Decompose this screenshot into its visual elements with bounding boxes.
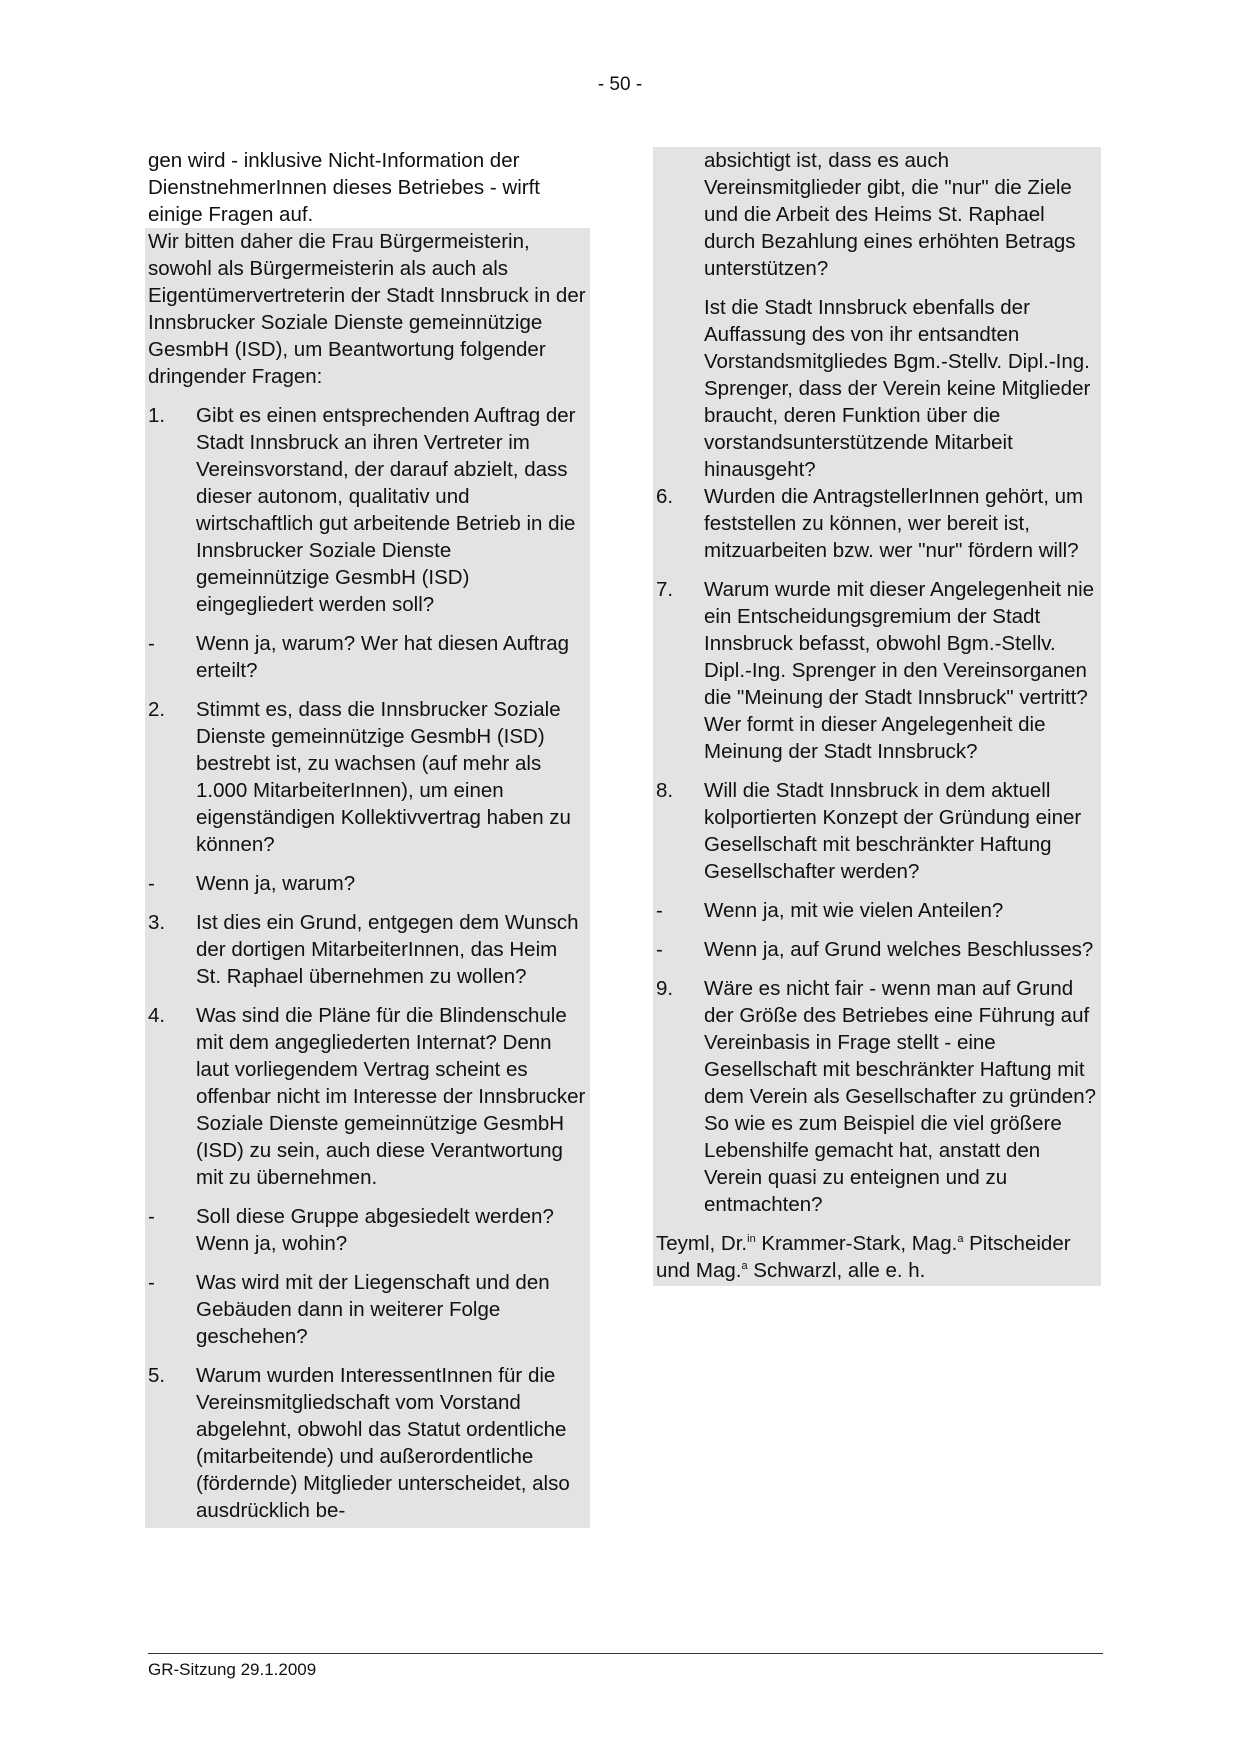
signature-name: Pitscheider und Mag. [656,1232,1071,1282]
request-paragraph: Wir bitten daher die Frau Bürgermeisterin, sowohl als Bürgermeisterin als auch als Eigentümervertreterin der Stadt Innsbruck in der Innsbrucker Soziale Dienste gemeinnützige GesmbH (ISD), um Beantwortung folgender dringender Fragen: [148,230,586,388]
list-item [656,576,1097,765]
list-text: Wenn ja, mit wie vielen Anteilen? [704,899,1004,922]
list-item [656,897,1097,924]
continuation-paragraph: absichtigt ist, dass es auch Vereinsmitglieder gibt, die "nur" die Ziele und die Arbeit des Heims St. Raphael durch Bezahlung eines erhöhten Betrags unterstützen? [704,149,1076,280]
list-marker: - [148,1271,155,1294]
right-column [656,147,1101,1286]
list-text: Soll diese Gruppe abgesiedelt werden? Wenn ja, wohin? [196,1205,554,1255]
list-item [148,1269,586,1350]
list-marker: 9. [656,977,674,1000]
footer-divider [148,1653,1103,1654]
signature-superscript: a [957,1233,964,1245]
left-column [148,147,590,1528]
list-text: Warum wurde mit dieser Angelegenheit nie ein Entscheidungsgremium der Stadt Innsbruck befasst, obwohl Bgm.-Stellv. Dipl.-Ing. Sprenger in den Vereinsorganen die "Meinung der Stadt Innsbruck" vertritt? Wer formt in dieser Angelegenheit die Meinung der Stadt Innsbruck? [704,578,1095,763]
list-marker: - [148,872,155,895]
list-item [148,909,586,990]
list-item [148,696,586,858]
signature-superscript: in [747,1233,756,1245]
list-item [148,402,586,618]
list-text: Ist dies ein Grund, entgegen dem Wunsch der dortigen MitarbeiterInnen, das Heim St. Raphael übernehmen zu wollen? [196,911,579,988]
list-marker: - [656,938,663,961]
signature-name: Krammer-Stark, Mag. [755,1232,958,1255]
list-text: Wäre es nicht fair - wenn man auf Grund der Größe des Betriebes eine Führung auf Vereinbasis in Frage stellt - eine Gesellschaft mit beschränkter Haftung mit dem Verein als Gesellschafter zu gründen? So wie es zum Beispiel die viel größere Lebenshilfe gemacht hat, anstatt den Verein quasi zu enteignen und zu entmachten? [704,977,1097,1216]
intro-paragraph: gen wird - inklusive Nicht-Information der DienstnehmerInnen dieses Betriebes - wirft einige Fragen auf. [148,149,540,226]
list-marker: 1. [148,404,166,427]
list-item [656,975,1097,1218]
list-text: Gibt es einen entsprechenden Auftrag der Stadt Innsbruck an ihren Vertreter im Vereinsvorstand, der darauf abzielt, dass dieser autonom, qualitativ und wirtschaftlich gut arbeitende Betrieb in die Innsbrucker Soziale Dienste gemeinnützige GesmbH (ISD) eingegliedert werden soll? [196,404,576,616]
list-text: Wenn ja, warum? Wer hat diesen Auftrag erteilt? [196,632,569,682]
page-number: - 50 - [597,74,643,95]
list-text: Warum wurden InteressentInnen für die Vereinsmitgliedschaft vom Vorstand abgelehnt, obwohl das Statut ordentliche (mitarbeitende) und außerordentliche (fördernde) Mitglieder unterscheidet, also ausdrücklich be- [196,1364,570,1522]
list-item [148,1203,586,1257]
signature-superscript: a [741,1260,748,1272]
list-marker: - [148,632,155,655]
list-item [656,936,1097,963]
list-marker: 6. [656,485,674,508]
list-item [148,1002,586,1191]
list-text: Wenn ja, auf Grund welches Beschlusses? [704,938,1094,961]
list-marker: 3. [148,911,166,934]
signature-name: Teyml, Dr. [656,1232,748,1255]
continuation-paragraph: Ist die Stadt Innsbruck ebenfalls der Auffassung des von ihr entsandten Vorstandsmitgliedes Bgm.-Stellv. Dipl.-Ing. Sprenger, dass der Verein keine Mitglieder braucht, deren Funktion über die vorstandsunterstützende Mitarbeit hinausgeht? [704,296,1091,481]
signature-name: Schwarzl, alle e. h. [747,1259,926,1282]
list-marker: 2. [148,698,166,721]
list-text: Was sind die Pläne für die Blindenschule mit dem angegliederten Internat? Denn laut vorliegendem Vertrag scheint es offenbar nicht im Interesse der Innsbrucker Soziale Dienste gemeinnützige GesmbH (ISD) zu sein, auch diese Verantwortung mit zu übernehmen. [196,1004,586,1189]
list-text: Was wird mit der Liegenschaft und den Gebäuden dann in weiterer Folge geschehen? [196,1271,550,1348]
left-highlighted-block [145,228,590,1528]
signature-line [656,1230,1097,1284]
list-marker: 7. [656,578,674,601]
list-marker: 5. [148,1364,166,1387]
list-marker: - [656,899,663,922]
footer-text: GR-Sitzung 29.1.2009 [148,1660,317,1679]
list-text: Stimmt es, dass die Innsbrucker Soziale Dienste gemeinnützige GesmbH (ISD) bestrebt ist, zu wachsen (auf mehr als 1.000 MitarbeiterInnen), um einen eigenständigen Kollektivvertrag haben zu können? [196,698,571,856]
list-marker: 8. [656,779,674,802]
list-marker: 4. [148,1004,166,1027]
list-item [656,483,1097,564]
list-item [148,630,586,684]
list-item [148,870,586,897]
list-item [656,777,1097,885]
list-marker: - [148,1205,155,1228]
list-item [148,1362,586,1524]
list-text: Wenn ja, warum? [196,872,356,895]
list-text: Wurden die AntragstellerInnen gehört, um feststellen zu können, wer bereit ist, mitzuarbeiten bzw. wer "nur" fördern will? [704,485,1084,562]
right-highlighted-block [653,147,1101,1286]
list-text: Will die Stadt Innsbruck in dem aktuell kolportierten Konzept der Gründung einer Gesellschaft mit beschränkter Haftung Gesellschafter werden? [704,779,1082,883]
